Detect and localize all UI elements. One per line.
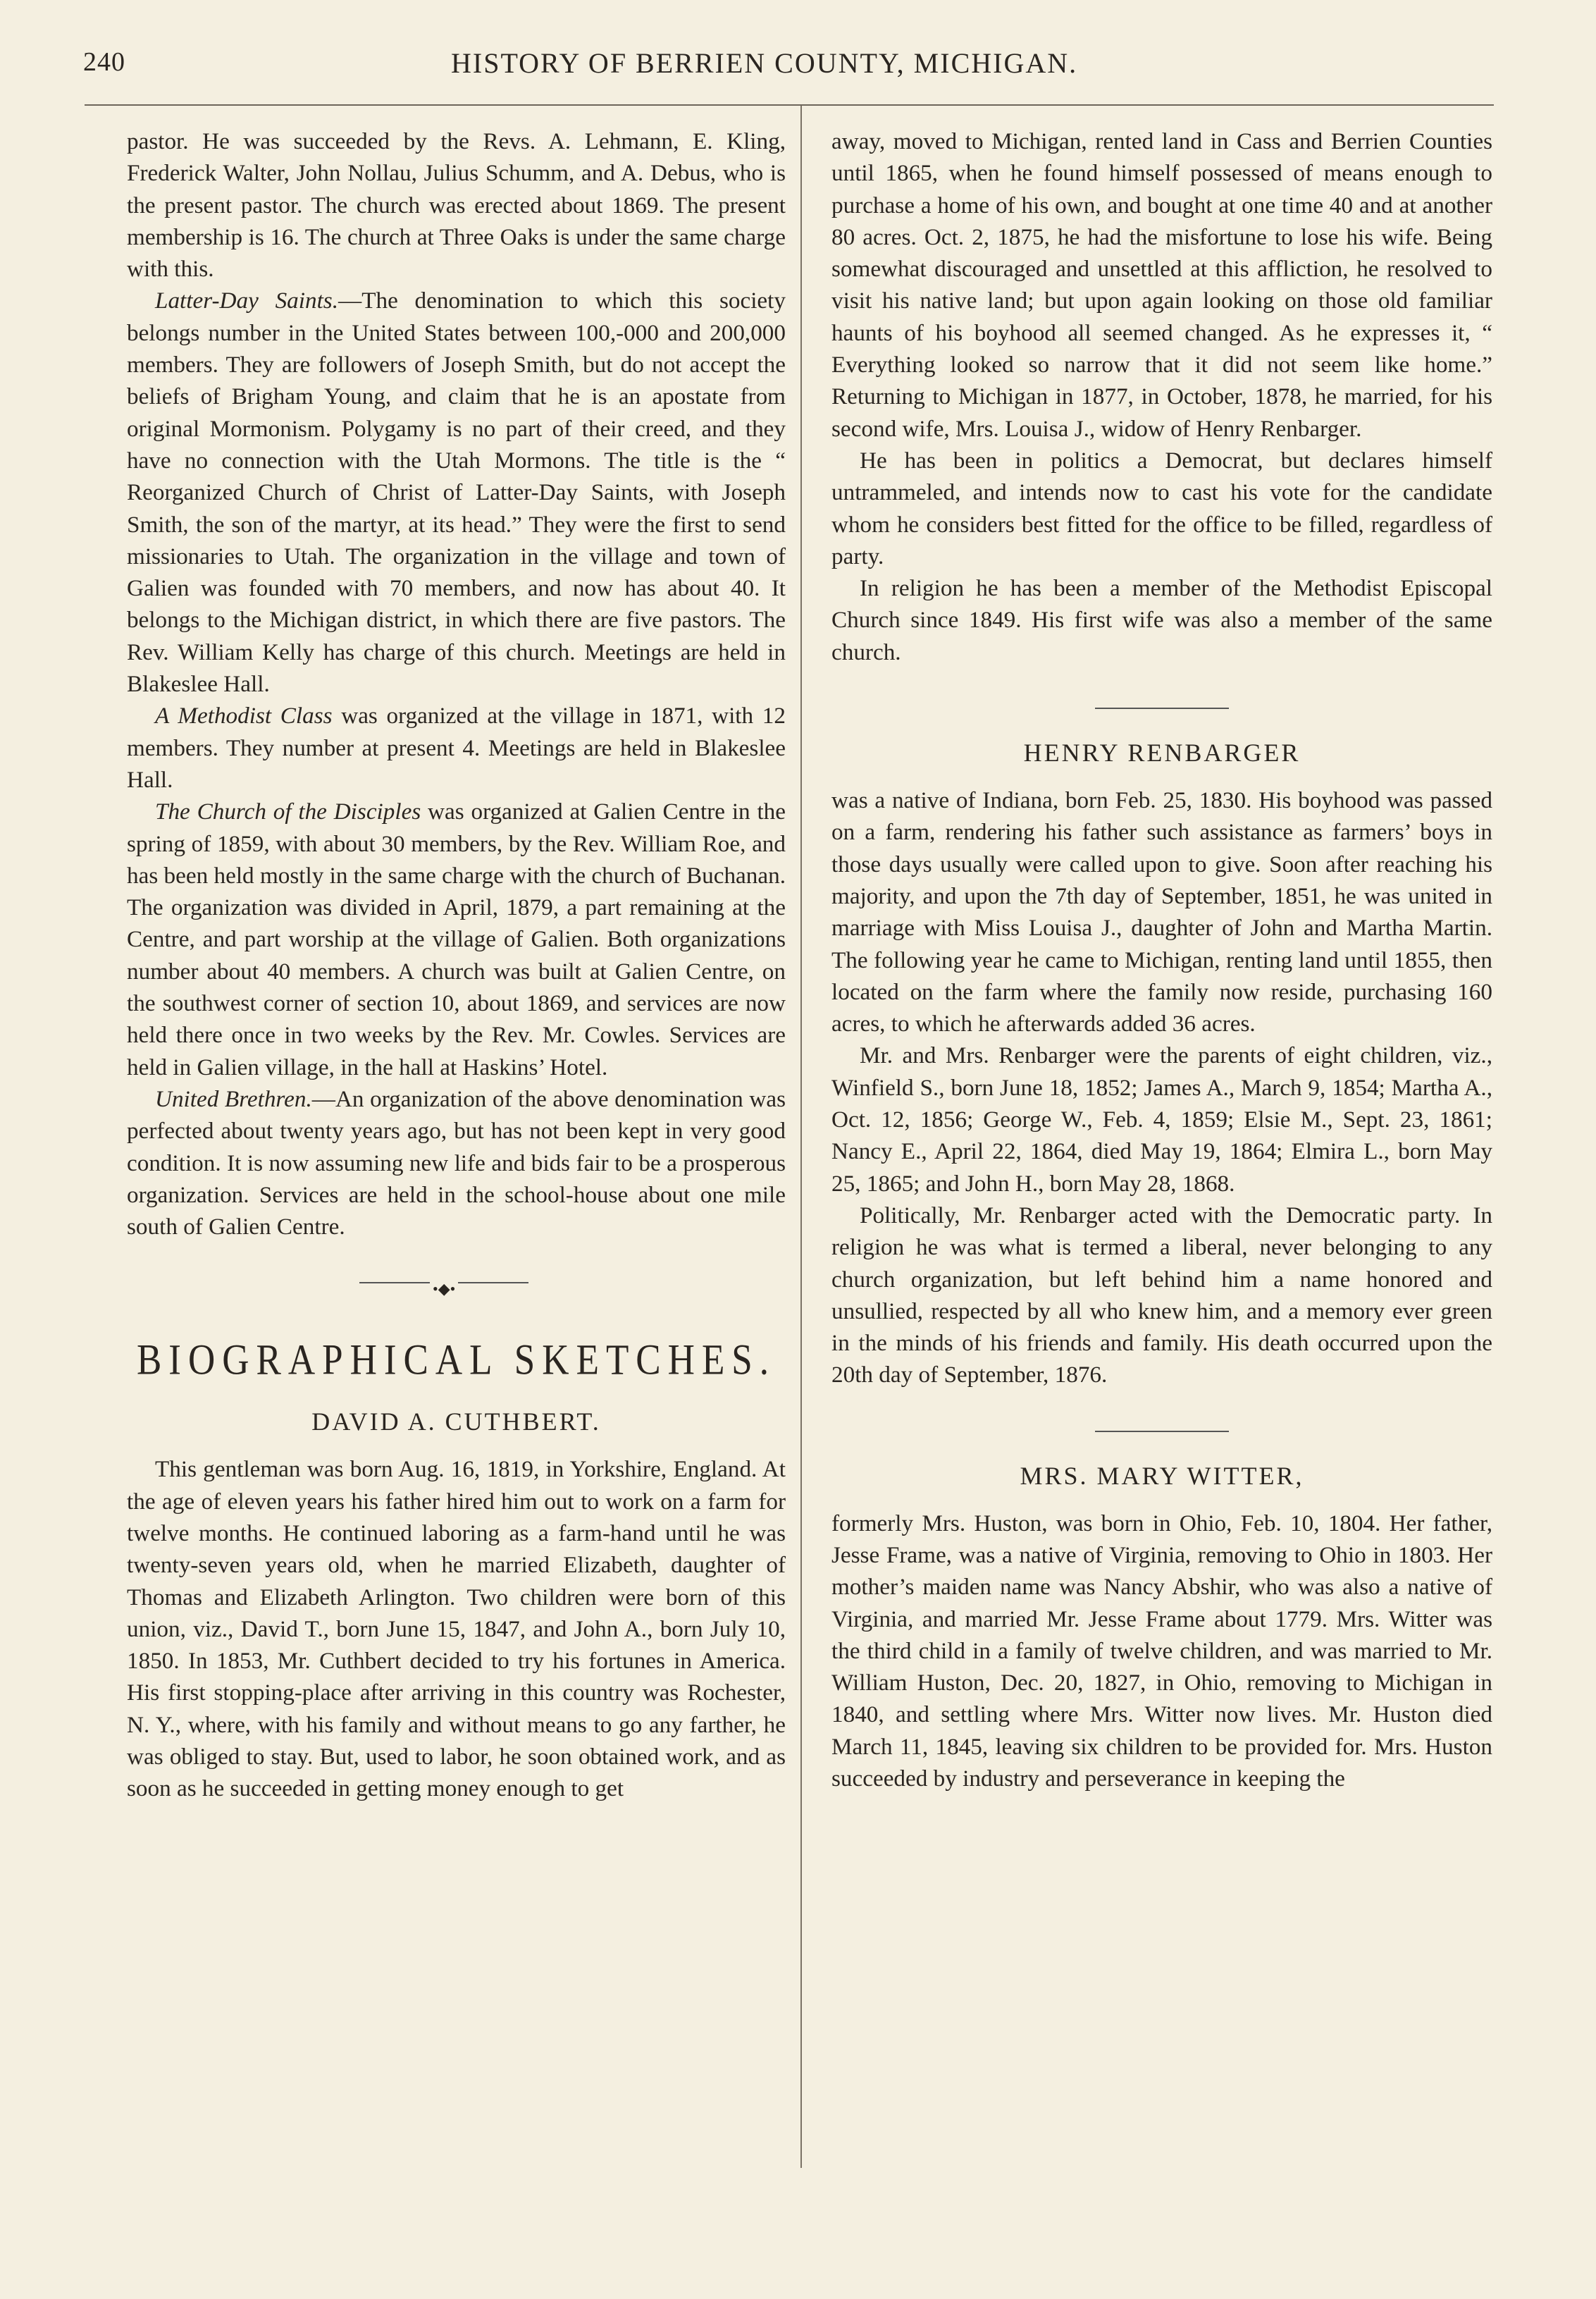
paragraph-united-brethren	[127, 1083, 786, 1243]
header-rule	[85, 104, 1494, 106]
paragraph-cuthbert-continued: away, moved to Michigan, rented land in Cass and Berrien Counties until 1865, when he found himself possessed of means enough to purchase a home of his own, and bought at one time 40 and at another 80 acres. Oct. 2, 1875, he had the misfortune to lose his wife. Being somewhat discouraged and unsettled at this affliction, he resolved to visit his native land; but upon again looking on those old familiar haunts of his boyhood all seemed changed. As he expresses it, “ Everything looked so narrow that it did not seem like home.” Returning to Michigan in 1877, in October, 1878, he married, for his second wife, Mrs. Louisa J., widow of Henry Renbarger.	[831, 128, 1492, 442]
paragraph-cuthbert-religion: In religion he has been a member of the Methodist Episcopal Church since 1849. His first wife was also a member of the same church.	[831, 575, 1492, 665]
heading-united-brethren: United Brethren.	[155, 1085, 312, 1112]
column-divider	[800, 106, 802, 2168]
paragraph-cuthbert-politics: He has been in politics a Democrat, but declares himself untrammeled, and intends now to cast his vote for the candidate whom he considers best fitted for the office to be filled, regardless of party.	[831, 447, 1492, 569]
paragraph-pastor: pastor. He was succeeded by the Revs. A. Lehmann, E. Kling, Frederick Walter, John Nollau, Julius Schumm, and A. Debus, who is the present pastor. The church was erected about 1869. The present membership is 16. The church at Three Oaks is under the same charge with this.	[127, 128, 786, 283]
heading-henry-renbarger: HENRY RENBARGER	[1023, 739, 1301, 768]
paragraph-renbarger-politics: Politically, Mr. Renbarger acted with the Democratic party. In religion he was what is termed a liberal, never belonging to any church organization, but left behind him a name honored and unsullied, respected by all who knew him, and a memory ever green in the minds of his friends and family. His death occurred upon the 20th day of September, 1876.	[831, 1202, 1492, 1388]
paragraph-methodist-class	[127, 700, 786, 796]
paragraph-witter-bio: formerly Mrs. Huston, was born in Ohio, Feb. 10, 1804. Her father, Jesse Frame, was a native of Virginia, removing to Ohio in 1803. Her mother’s maiden name was Nancy Abshir, who was also a native of Virginia, and married Mr. Jesse Frame about 1779. Mrs. Witter was the third child in a family of twelve children, and was married to Mr. William Huston, Dec. 20, 1827, in Ohio, removing to Michigan in 1840, and settling where Mrs. Witter now lives. Mr. Huston died March 11, 1845, leaving six children to be provided for. Mrs. Huston succeeded by industry and perseverance in keeping the	[831, 1510, 1492, 1792]
body-methodist-class: was organized at the village in 1871, with 12 members. They number at present 4. Meetings are held in Blakeslee Hall.	[127, 703, 786, 793]
section-title-biographical-sketches: BIOGRAPHICAL SKETCHES.	[136, 1337, 777, 1384]
paragraph-church-of-disciples	[127, 796, 786, 1083]
heading-latter-day-saints: Latter-Day Saints.	[155, 288, 339, 314]
separator-rule	[1095, 1431, 1229, 1432]
left-column	[127, 125, 786, 1805]
running-head: HISTORY OF BERRIEN COUNTY, MICHIGAN.	[451, 47, 1078, 79]
heading-mrs-mary-witter: MRS. MARY WITTER,	[1020, 1461, 1304, 1490]
heading-methodist-class: A Methodist Class	[155, 703, 333, 729]
paragraph-renbarger-children: Mr. and Mrs. Renbarger were the parents of eight children, viz., Winfield S., born June 18, 1852; James A., March 9, 1854; Martha A., Oct. 12, 1856; George W., Feb. 4, 1859; Elsie M., Sept. 23, 1861; Nancy E., April 22, 1864, died May 19, 1864; Elmira L., born May 25, 1865; and John H., born May 28, 1868.	[831, 1042, 1492, 1197]
body-church-of-disciples: was organized at Galien Centre in the spring of 1859, with about 30 members, by the Rev. William Roe, and has been held mostly in the same charge with the church of Buchanan. The organization was divided in April, 1879, a part remaining at the Centre, and part worship at the village of Galien. Both organizations number about 40 members. A church was built at Galien Centre, on the southwest corner of section 10, about 1869, and services are now held there once in two weeks by the Rev. Mr. Cowles. Services are held in Galien village, in the hall at Haskins’ Hotel.	[127, 799, 786, 1080]
body-united-brethren: —An organization of the above denomination was perfected about twenty years ago, but has not been kept in very good condition. It is now assuming new life and bids fair to be a prosperous organization. Services are held in the school-house about one mile south of Galien Centre.	[127, 1085, 786, 1240]
separator-rule	[1095, 708, 1229, 709]
heading-church-of-disciples: The Church of the Disciples	[155, 799, 421, 825]
paragraph-renbarger-bio: was a native of Indiana, born Feb. 25, 1830. His boyhood was passed on a farm, rendering his father such assistance as farmers’ boys in those days usually were called upon to give. Soon after reaching his majority, and upon the 7th day of September, 1851, he was united in marriage with Miss Louisa J., daughter of John and Martha Martin. The following year he came to Michigan, renting land until 1855, then located on the farm where the family now reside, purchasing 160 acres, to which he afterwards added 36 acres.	[831, 787, 1492, 1037]
ornament-dots: •◆•	[430, 1273, 458, 1305]
page-header	[0, 47, 1596, 89]
heading-david-a-cuthbert: DAVID A. CUTHBERT.	[311, 1407, 601, 1436]
page-number: 240	[83, 47, 125, 77]
paragraph-latter-day-saints	[127, 285, 786, 700]
section-ornament	[127, 1261, 786, 1310]
paragraph-cuthbert-bio: This gentleman was born Aug. 16, 1819, in Yorkshire, England. At the age of eleven years his father hired him out to work on a farm for twelve months. He continued laboring as a farm-hand until he was twenty-seven years old, when he married Elizabeth, daughter of Thomas and Elizabeth Arlington. Two children were born of this union, viz., David T., born June 15, 1847, and John A., born July 10, 1850. In 1853, Mr. Cuthbert decided to try his fortunes in America. His first stopping-place after arriving in this country was Rochester, N. Y., where, with his family and without means to go any farther, he was obliged to stay. But, used to labor, he soon obtained work, and as soon as he succeeded in getting money enough to get	[127, 1456, 786, 1802]
body-latter-day-saints: —The denomination to which this society belongs number in the United States between 100,-000 and 200,000 members. They are followers of Joseph Smith, but do not accept the beliefs of Brigham Young, and claim that he is an apostate from original Mormonism. Polygamy is no part of their creed, and they have no connection with the Utah Mormons. The title is the “ Reorganized Church of Christ of Latter-Day Saints, with Joseph Smith, the son of the martyr, at its head.” They were the first to send missionaries to Utah. The organization in the village and town of Galien was founded with 70 members, and now has about 40. It belongs to the Michigan district, in which there are five pastors. The Rev. William Kelly has charge of this church. Meetings are held in Blakeslee Hall.	[127, 288, 786, 698]
right-column	[831, 125, 1492, 1794]
